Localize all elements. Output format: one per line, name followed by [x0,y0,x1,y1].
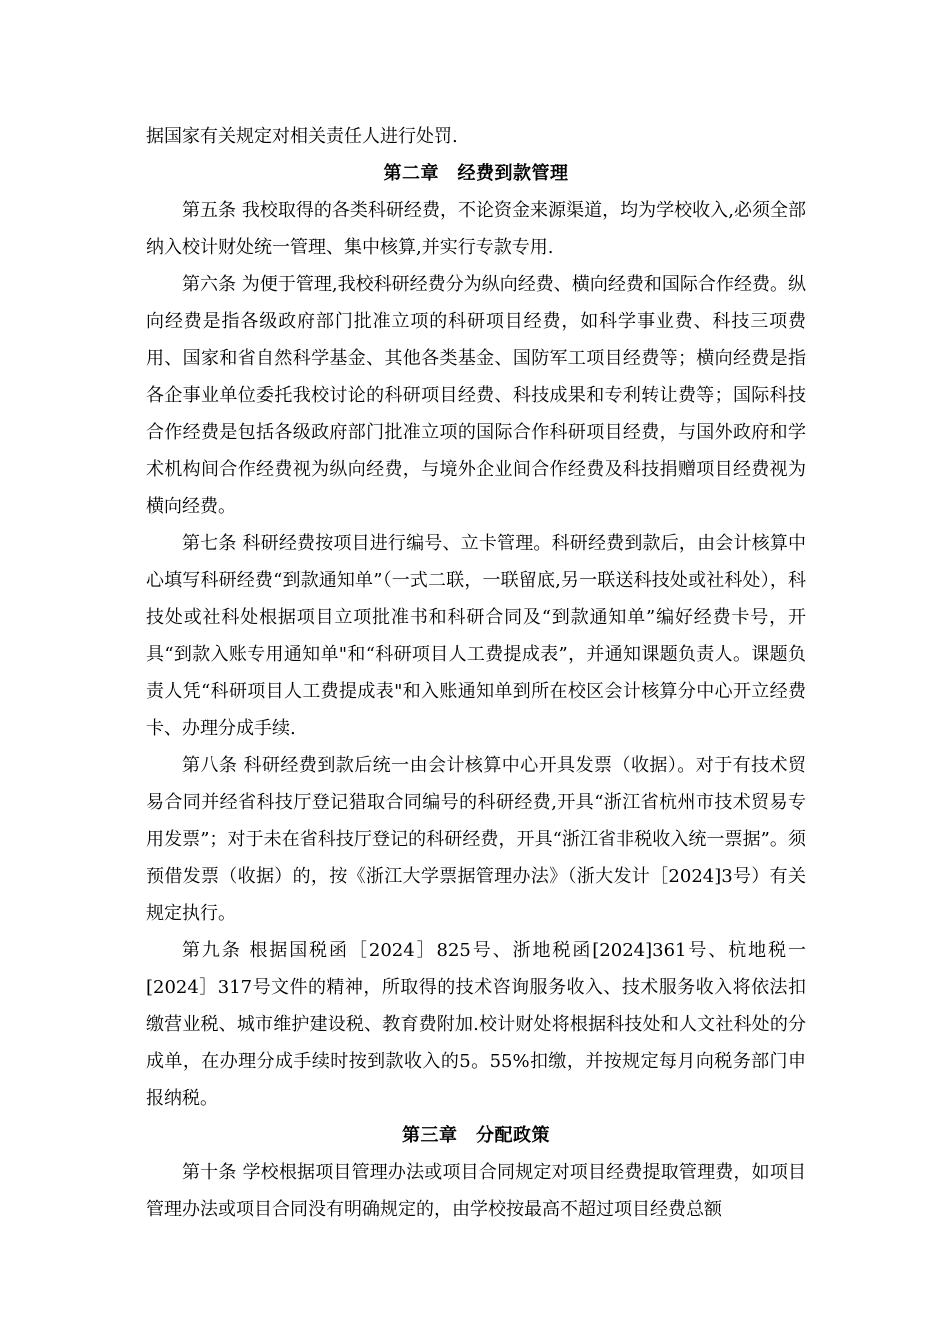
chapter-3-heading: 第三章 分配政策 [402,1125,550,1146]
article-10-paragraph: 第十条 学校根据项目管理办法或项目合同规定对项目经费提取管理费，如项目管理办法或项目合同没有明确规定的，由学校按最高不超过项目经费总额 [146,1162,806,1220]
article-6-paragraph: 第六条 为便于管理,我校科研经费分为纵向经费、横向经费和国际合作经费。纵向经费是指各级政府部门批准立项的科研项目经费，如科学事业费、科技三项费用、国家和省自然科学基金、其他各类基金、国防军工项目经费等；横向经费是指各企事业单位委托我校讨论的科研项目经费、科技成果和专利转让费等；国际科技合作经费是包括各级政府部门批准立项的国际合作科研项目经费，与国外政府和学术机构间合作经费视为纵向经费，与境外企业间合作经费及科技捐赠项目经费视为横向经费。 [146,274,806,517]
document-page [146,118,806,1228]
article-7-paragraph: 第七条 科研经费按项目进行编号、立卡管理。科研经费到款后，由会计核算中心填写科研经费“到款通知单”（一式二联，一联留底,另一联送科技处或社科处），科技处或社科处根据项目立项批准书和科研合同及“到款通知单”编好经费卡号，开具“到款入账专用通知单"和“科研项目人工费提成表”，并通知课题负责人。课题负责人凭“科研项目人工费提成表"和入账通知单到所在校区会计核算分中心开立经费卡、办理分成手续. [146,533,806,739]
article-5-paragraph: 第五条 我校取得的各类科研经费，不论资金来源渠道，均为学校收入,必须全部纳入校计财处统一管理、集中核算,并实行专款专用. [146,200,806,258]
chapter-2-heading: 第二章 经费到款管理 [383,163,569,184]
paragraph-penalty-end: 据国家有关规定对相关责任人进行处罚. [146,126,458,147]
article-8-paragraph: 第八条 科研经费到款后统一由会计核算中心开具发票（收据）。对于有技术贸易合同并经省科技厅登记猎取合同编号的科研经费,开具“浙江省杭州市技术贸易专用发票”；对于未在省科技厅登记的科研经费，开具“浙江省非税收入统一票据”。须预借发票（收据）的，按《浙江大学票据管理办法》（浙大发计［2024]3号）有关规定执行。 [146,755,806,924]
article-9-paragraph: 第九条 根据国税函［2024］825号、浙地税函[2024]361号、杭地税一[2024］317号文件的精神，所取得的技术咨询服务收入、技术服务收入将依法扣缴营业税、城市维护建设税、教育费附加.校计财处将根据科技处和人文社科处的分成单，在办理分成手续时按到款收入的5。55%扣缴，并按规定每月向税务部门申报纳税。 [146,940,806,1109]
